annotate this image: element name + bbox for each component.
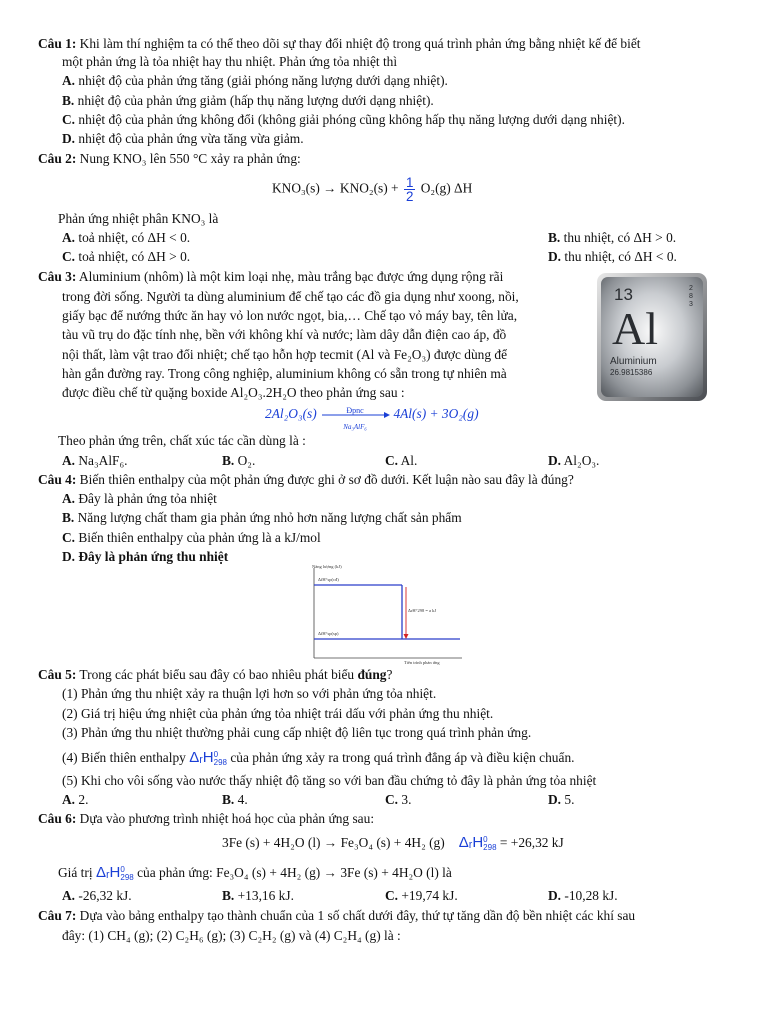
option-d[interactable]: D. 5.: [548, 792, 575, 807]
atomic-number: 13: [614, 285, 633, 304]
option-a[interactable]: A. -26,32 kJ.: [62, 888, 132, 903]
question-4: [38, 471, 574, 488]
question-text-cont: giấy bạc để nướng thức ăn hay vỏ lon nước ngọt, bia,… Chế tạo vỏ máy bay, tên lửa,: [62, 308, 518, 323]
statement-2: (2) Giá trị hiệu ứng nhiệt của phản ứng tỏa nhiệt trái dấu với phản ứng thu nhiệt.: [62, 706, 494, 721]
statement-1: (1) Phản ứng thu nhiệt xảy ra thuận lợi hơn so với phản ứng tỏa nhiệt.: [62, 686, 437, 701]
option-c[interactable]: C. 3.: [385, 792, 412, 807]
statement-5: (5) Khi cho vôi sống vào nước thấy nhiệt độ tăng so với ban đầu chứng tỏ đây là phản ứng tỏa nhiệt: [62, 773, 597, 788]
question-text-cont: được điều chế từ quặng boxide Al₂O₃.2H₂O theo phản ứng sau :: [62, 385, 405, 400]
equation-iron: 3Fe (s) + 4H₂O (l) → Fe₃O₄ (s) + 4H₂ (g) ΔᵣH 0 298 = +26,32 kJ: [222, 834, 564, 852]
option-a[interactable]: A. 2.: [62, 792, 89, 807]
enthalpy-diagram: [308, 564, 466, 668]
question-3: [38, 268, 503, 285]
option-d[interactable]: D. -10,28 kJ.: [548, 888, 618, 903]
option-b[interactable]: B. 4.: [222, 792, 248, 807]
statement-3: (3) Phản ứng thu nhiệt thường phải cung cấp nhiệt độ liên tục trong quá trình phản ứng.: [62, 725, 532, 740]
question-text: Dựa vào bảng enthalpy tạo thành chuẩn của 1 số chất dưới đây, thứ tự tăng dần độ bền nhiệt các khí sau: [76, 908, 636, 923]
question-stem: Phản ứng nhiệt phân KNO₃ là: [58, 211, 219, 226]
option-b[interactable]: B. thu nhiệt, có ΔH > 0.: [548, 230, 677, 245]
option-b[interactable]: B. Năng lượng chất tham gia phản ứng nhỏ hơn năng lượng chất sản phẩm: [62, 510, 462, 525]
question-stem: Giá trị ΔᵣH 0 298 của phản ứng: Fe₃O₄ (s) + 4H₂ (g) → 3Fe (s) + 4H₂O (l) là: [58, 864, 452, 882]
arrow-head: [404, 634, 409, 639]
question-stem: Theo phản ứng trên, chất xúc tác cần dùng là :: [58, 433, 306, 448]
fraction-one-half: $\frac{1}{2}$: [405, 175, 414, 204]
question-text: Biến thiên enthalpy của một phản ứng được ghi ở sơ đồ dưới. Kết luận nào sau đây là đúng?: [76, 472, 574, 487]
question-text: Dựa vào phương trình nhiệt hoá học của phản ứng sau:: [76, 811, 375, 826]
option-c[interactable]: C. Biến thiên enthalpy của phản ứng là a kJ/mol: [62, 530, 321, 545]
option-a[interactable]: A. Na₃AlF₆.: [62, 453, 128, 468]
question-text-cont: trong đời sống. Người ta dùng aluminium để chế tạo các đồ gia dụng như xoong, nồi,: [62, 289, 519, 304]
delta-h-label: ΔrH°298 = a kJ: [408, 608, 437, 613]
question-number: Câu 5:: [38, 667, 77, 682]
y-axis-label: Năng lượng (kJ): [312, 564, 342, 569]
question-6: [38, 810, 374, 827]
question-text-cont: hàn gắn đường ray. Trong công nghiệp, aluminium không có sẵn trong tự nhiên mà: [62, 366, 507, 381]
question-number: Câu 2:: [38, 151, 77, 166]
option-c[interactable]: C. nhiệt độ của phản ứng không đổi (không giải phóng cũng không hấp thụ năng lượng dưới dạng nhiệt).: [62, 112, 625, 127]
equation-aluminium: 2Al₂O₃(s) Đpnc Na₃AlF₆ 4Al(s) + 3O₂(g): [265, 405, 479, 431]
statement-4: (4) Biến thiên enthalpy ΔᵣH 0 298 của phản ứng xảy ra trong quá trình đẳng áp và điều kiện chuẩn.: [62, 749, 575, 767]
product-label: ΔfH°sp(sp): [318, 631, 339, 636]
x-axis-label: Tiến trình phản ứng: [404, 660, 440, 665]
element-name: Aluminium: [610, 356, 657, 367]
question-number: Câu 4:: [38, 472, 77, 487]
atomic-mass: 26.9815386: [610, 368, 653, 377]
option-b[interactable]: B. O₂.: [222, 453, 256, 468]
option-a[interactable]: A. nhiệt độ của phản ứng tăng (giải phóng năng lượng dưới dạng nhiệt).: [62, 73, 448, 88]
question-text-cont: tàu vũ trụ do đặc tính nhẹ, bền với không khí và nước; làm dây dẫn điện cao áp, đồ: [62, 327, 507, 342]
question-7: [38, 907, 635, 924]
option-a[interactable]: A. toả nhiệt, có ΔH < 0.: [62, 230, 191, 245]
option-d[interactable]: D. Đây là phản ứng thu nhiệt: [62, 549, 229, 564]
question-number: Câu 6:: [38, 811, 77, 826]
question-text: Aluminium (nhôm) là một kim loại nhẹ, màu trắng bạc được ứng dụng rộng rãi: [76, 269, 504, 284]
question-number: Câu 1:: [38, 36, 77, 51]
option-c[interactable]: C. +19,74 kJ.: [385, 888, 458, 903]
option-b[interactable]: B. +13,16 kJ.: [222, 888, 294, 903]
option-d[interactable]: D. Al₂O₃.: [548, 453, 600, 468]
question-text-cont: một phản ứng là tỏa nhiệt hay thu nhiệt. Phản ứng tỏa nhiệt thì: [62, 54, 398, 69]
element-symbol: Al: [612, 303, 658, 354]
enthalpy-symbol: ΔᵣH: [458, 834, 484, 851]
reactant-label: ΔfH°sp(cđ): [318, 577, 339, 582]
question-text-cont: nội thất, làm vật trao đổi nhiệt; chế tạo hỗn hợp tecmit (Al và Fe₂O₃) được dùng để: [62, 347, 508, 362]
electron-shells: 2 8 3: [689, 285, 693, 308]
option-a[interactable]: A. Đây là phản ứng tỏa nhiệt: [62, 491, 217, 506]
question-2: [38, 150, 301, 167]
question-text: Nung KNO₃ lên 550 °C xảy ra phản ứng:: [76, 151, 301, 166]
question-5: Câu 5: Trong các phát biểu sau đây có bao nhiêu phát biểu đúng?: [38, 667, 393, 682]
aluminium-element-tile: [596, 272, 708, 402]
option-d[interactable]: D. nhiệt độ của phản ứng vừa tăng vừa giảm.: [62, 131, 304, 146]
option-c[interactable]: C. toả nhiệt, có ΔH > 0.: [62, 249, 191, 264]
question-1: [38, 35, 641, 52]
question-text: Khi làm thí nghiệm ta có thể theo dõi sự thay đổi nhiệt độ trong quá trình phản ứng bằng nhiệt kế để biết: [76, 36, 641, 51]
question-text: Trong các phát biểu sau đây có bao nhiêu phát biểu: [76, 667, 358, 682]
option-c[interactable]: C. Al.: [385, 453, 418, 468]
option-b[interactable]: B. nhiệt độ của phản ứng giảm (hấp thụ năng lượng dưới dạng nhiệt).: [62, 93, 434, 108]
question-number: Câu 7:: [38, 908, 77, 923]
question-number: Câu 3:: [38, 269, 77, 284]
question-text-cont: đây: (1) CH₄ (g); (2) C₂H₆ (g); (3) C₂H₂ (g) và (4) C₂H₄ (g) là :: [62, 928, 401, 943]
equation-kno3: KNO₃(s) → KNO₂(s) + $\frac{1}{2}$ O₂(g) ΔH: [272, 175, 473, 204]
option-d[interactable]: D. thu nhiệt, có ΔH < 0.: [548, 249, 677, 264]
reaction-arrow: Đpnc Na₃AlF₆: [320, 406, 390, 424]
enthalpy-symbol: ΔᵣH: [95, 864, 121, 881]
enthalpy-symbol: ΔᵣH: [189, 749, 214, 766]
